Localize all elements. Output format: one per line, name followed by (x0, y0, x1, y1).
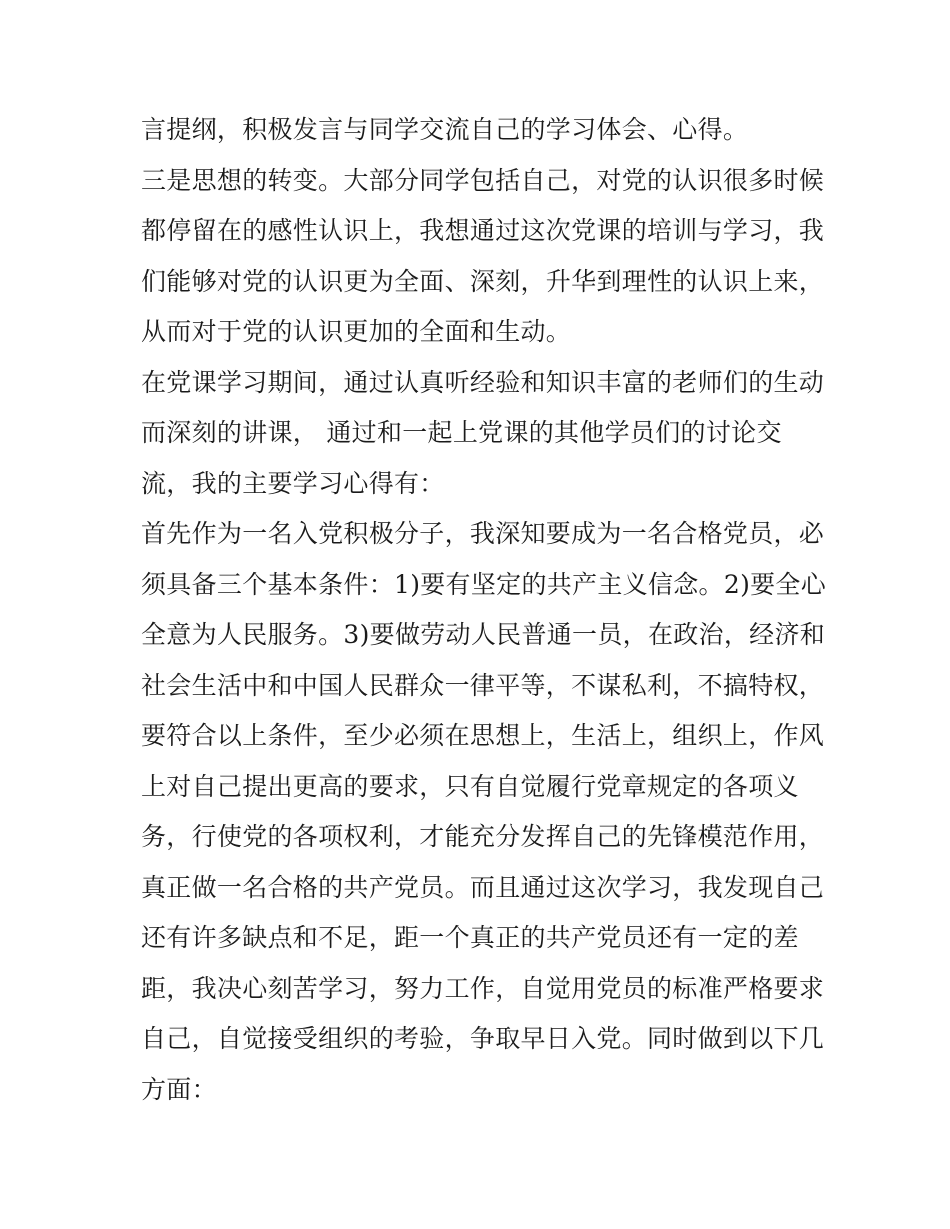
text-line: 务，行使党的各项权利，才能充分发挥自己的先锋模范作用， (141, 822, 825, 851)
text-line: 在党课学习期间，通过认真听经验和知识丰富的老师们的生动 (141, 368, 825, 397)
text-line: 三是思想的转变。大部分同学包括自己，对党的认识很多时候 (141, 166, 825, 195)
text-line: 都停留在的感性认识上，我想通过这次党课的培训与学习，我 (141, 216, 825, 245)
text-line: 而深刻的讲课， 通过和一起上党课的其他学员们的讨论交 (141, 418, 782, 447)
text-line: 首先作为一名入党积极分子，我深知要成为一名合格党员，必 (141, 519, 825, 548)
text-line: 要符合以上条件，至少必须在思想上，生活上，组织上，作风 (141, 721, 825, 750)
text-line: 全意为人民服务。3)要做劳动人民普通一员，在政治，经济和 (141, 620, 826, 649)
text-line: 方面： (141, 1075, 217, 1104)
text-line: 真正做一名合格的共产党员。而且通过这次学习，我发现自己 (141, 873, 825, 902)
text-line: 还有许多缺点和不足，距一个真正的共产党员还有一定的差 (141, 923, 799, 952)
text-line: 从而对于党的认识更加的全面和生动。 (141, 317, 572, 346)
text-line: 须具备三个基本条件：1)要有坚定的共产主义信念。2)要全心 (141, 570, 827, 599)
text-line: 上对自己提出更高的要求，只有自觉履行党章规定的各项义 (141, 772, 799, 801)
text-line: 自己，自觉接受组织的考验，争取早日入党。同时做到以下几 (141, 1024, 825, 1053)
text-line: 社会生活中和中国人民群众一律平等，不谋私利，不搞特权， (141, 671, 825, 700)
text-line: 言提纲，积极发言与同学交流自己的学习体会、心得。 (141, 115, 749, 144)
text-line: 们能够对党的认识更为全面、深刻，升华到理性的认识上来， (141, 267, 825, 296)
text-line: 距，我决心刻苦学习，努力工作，自觉用党员的标准严格要求 (141, 974, 825, 1003)
text-line: 流，我的主要学习心得有： (141, 469, 445, 498)
